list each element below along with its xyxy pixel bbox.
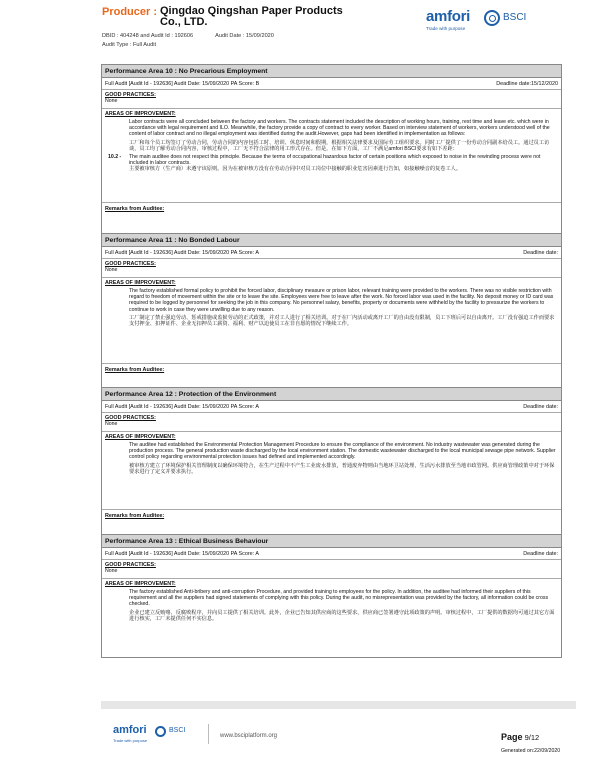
- areas-of-improvement: AREAS OF IMPROVEMENT: Labor contracts were all concluded between the factory and workers. The contracts statement included the description of working hours, training, rest time and leave etc. which were in accordance with legal requirement and ILO. Meanwhile, the factory provide a copy of contract to every worker. Based on interview statement of workers, workers understood well of the content of labor contract and no illegal employment was identified during the audit.However, gaps had been identified in implementation as follows: 工厂和每个员工均签订了劳动合同，劳动合同的内容包括工时、培训、休息时间和假期，根据相关法律要求及国际劳工组织要求。同时工厂提供了一份劳动合同副本给员工。通过员工访谈，员工均了解劳动合同内容，审核过程中，工厂无不符合法律的用工形式存在。但是，在如下方面，工厂不满足amfori BSCI要求有如下差距： 10.2 - The main auditee does not respect this principle. Because the terms of occupational hazardous factor of certain positions which exposed to noise in the rewinding process were not included in labor contracts. 主要被审核方（生产商）未遵守该原则。因为在被审核方没有在劳动合同中对员工岗位中接触的职业危害因素进行告知，如接触噪音的复卷工人。: [102, 109, 561, 203]
- improvement-text-en: The factory established formal policy to prohibit the forced labor, disciplinary measure or prison labor, relevant training were provided to the workers. There was no visible restriction with regard to freedom of movement within the site or to leave the site. Employees were free to leave after the work. No forced labor was used in the facility. No deposit money or ID card was required to be logged by personnel for seeking the job in this company. No personnel salary, benefits, property or documents were withheld by the facility to pressurize the workers to continue to work in case they were unwilling due to any reason.: [129, 288, 554, 313]
- producer-label: Producer :: [102, 6, 158, 18]
- audit-type: Audit Type : Full Audit: [102, 42, 157, 48]
- good-practices: GOOD PRACTICES: None: [102, 413, 561, 432]
- areas-of-improvement: AREAS OF IMPROVEMENT: The factory established formal policy to prohibit the forced labor, disciplinary measure or prison labor, relevant training were provided to the workers. There was no visible restriction with regard to freedom of movement within the site or to leave the site. Employees were free to leave after the work. No forced labor was used in the facility. No deposit money or ID card was required to be logged by personnel for seeking the job in this company. No personnel salary, benefits, property or documents were withheld by the facility to pressurize the workers to continue to work in case they were unwilling due to any reason. 工厂制定了禁止强迫劳动、惩戒措施或监狱劳动的正式政策，并对工人进行了相关培训。对于在厂内活动或离开工厂的自由没有限制，员工下班后可以自由离开。工厂没有强迫工作而要求支付押金、扣押证件、企业无扣押员工薪资、福利、财产以迫使员工在非自愿的情况下继续工作。: [102, 278, 561, 364]
- remarks-from-auditee: Remarks from Auditee:: [105, 206, 165, 212]
- good-practices: GOOD PRACTICES: None: [102, 259, 561, 278]
- section-title: Performance Area 11 : No Bonded Labour: [102, 234, 561, 247]
- finding-item: 10.2 - The main auditee does not respect this principle. Because the terms of occupational hazardous factor of certain positions which exposed to noise in the rewinding process were not included in labor contracts. 主要被审核方（生产商）未遵守该原则。因为在被审核方没有在劳动合同中对员工岗位中接触的职业危害因素进行告知，如接触噪音的复卷工人。: [108, 154, 541, 173]
- generated-date: Generated on:22/09/2020: [501, 748, 561, 754]
- section-title: Performance Area 12 : Protection of the Environment: [102, 388, 561, 401]
- footer-amfori-logo: amfori BSCI Trade with purpose: [113, 724, 186, 743]
- deadline-date: Deadline date:: [523, 404, 558, 410]
- audit-line: Full Audit [Audit Id - 192636] Audit Date: 15/09/2020 PA Score: B Deadline date:15/12/2020: [102, 78, 561, 90]
- producer-name: Qingdao Qingshan Paper Products Co., LTD.: [160, 5, 343, 28]
- improvement-text-en: Labor contracts were all concluded between the factory and workers. The contracts statement included the description of working hours, training, rest time and leave etc. which were in accordance with legal requirement and ILO. Meanwhile, the factory provide a copy of contract to every worker. Based on interview statement of workers, workers understood well of the content of labor contract and no illegal employment was identified during the audit.However, gaps had been identified in implementation as follows:: [129, 119, 550, 138]
- report-header: [102, 6, 572, 50]
- section-title: Performance Area 13 : Ethical Business Behaviour: [102, 535, 561, 548]
- footer-divider: [208, 724, 209, 744]
- deadline-date: Deadline date:15/12/2020: [496, 81, 558, 87]
- audit-line: Full Audit [Audit Id - 192636] Audit Date: 15/09/2020 PA Score: A Deadline date:: [102, 401, 561, 413]
- platform-url[interactable]: www.bsciplatform.org: [220, 733, 278, 739]
- amfori-bsci-logo: amfori BSCI Trade with purpose: [426, 8, 527, 31]
- good-practices: GOOD PRACTICES: None: [102, 560, 561, 579]
- amfori-ring-icon: [484, 10, 500, 26]
- performance-area-12: [102, 387, 561, 521]
- improvement-text-cn: 工厂制定了禁止强迫劳动、惩戒措施或监狱劳动的正式政策，并对工人进行了相关培训。对于在厂内活动或离开工厂的自由没有限制，员工下班后可以自由离开。工厂没有强迫工作而要求支付押金、扣押证件、企业无扣押员工薪资、福利、财产以迫使员工在非自愿的情况下继续工作。: [129, 314, 555, 328]
- improvement-text-cn: 企业已建立反贿赂、反腐败程序，并向员工提供了相关培训。此外，企业已告知其供应商的这些要求，供应商已签署遵守此项政策的声明。审核过程中，工厂提供的数据均可通过其它方面进行核实，工厂未提供任何不实信息。: [129, 609, 555, 622]
- audit-line: Full Audit [Audit Id - 192636] Audit Date: 15/09/2020 PA Score: A Deadline date:: [102, 548, 561, 560]
- page-number: Page 9/12: [501, 732, 540, 742]
- improvement-text-en: The auditee had established the Environmental Protection Management Procedure to ensure the compliance of the environment. No industry wastewater was generated during the production process. The general production waste discharged by the local environment station. The domestic wastewater discharged to the local municipal sewage pipe network. Supplier control policy regarding environmental protection issues had defined and implemented accordingly.: [129, 442, 556, 461]
- good-practices: GOOD PRACTICES: None: [102, 90, 561, 109]
- performance-area-10: [102, 65, 561, 214]
- section-title: Performance Area 10 : No Precarious Employment: [102, 65, 561, 78]
- audit-ids: DBID : 404248 and Audit Id : 192606 Audit Date : 15/09/2020: [102, 33, 274, 39]
- deadline-date: Deadline date:: [523, 551, 558, 557]
- deadline-date: Deadline date:: [523, 250, 558, 256]
- footer-bar: [101, 701, 576, 709]
- areas-of-improvement: AREAS OF IMPROVEMENT: The factory established Anti-bribery and anti-corruption Procedure, and provided training to employees for the policy. In addition, the auditee had informed their suppliers of this requirement and all the suppliers had signed statements of complying with this policy. During the audit, no misrepresentation was provided by the factory, all information could be cross checked. 企业已建立反贿赂、反腐败程序，并向员工提供了相关培训。此外，企业已告知其供应商的这些要求，供应商已签署遵守此项政策的声明。审核过程中，工厂提供的数据均可通过其它方面进行核实，工厂未提供任何不实信息。: [102, 579, 561, 651]
- remarks-from-auditee: Remarks from Auditee:: [105, 367, 165, 373]
- areas-of-improvement: AREAS OF IMPROVEMENT: The auditee had established the Environmental Protection Management Procedure to ensure the compliance of the environment. No industry wastewater was generated during the production process. The general production waste discharged by the local environment station. The domestic wastewater discharged to the local municipal sewage pipe network. Supplier control policy regarding environmental protection issues had defined and implemented accordingly. 被审核方建立了环境保护相关管理制度以确保环境符合，在生产过程中不产生工业废水排放，普通废弃物则由当地环卫站处理，生活污水排放至当地市政管网。供应商管理政策中对于环保要求进行了定义并要求执行。: [102, 432, 561, 510]
- amfori-ring-icon: [155, 726, 166, 737]
- improvement-text-cn: 被审核方建立了环境保护相关管理制度以确保环境符合，在生产过程中不产生工业废水排放，普通废弃物则由当地环卫站处理，生活污水排放至当地市政管网。供应商管理政策中对于环保要求进行了定义并要求执行。: [129, 462, 555, 475]
- audit-line: Full Audit [Audit Id - 192636] Audit Date: 15/09/2020 PA Score: A Deadline date:: [102, 247, 561, 259]
- performance-area-13: [102, 534, 561, 651]
- improvement-text-en: The factory established Anti-bribery and anti-corruption Procedure, and provided training to employees for the policy. In addition, the auditee had informed their suppliers of this requirement and all the suppliers had signed statements of complying with this policy. During the audit, no misrepresentation was provided by the factory, all information could be cross checked.: [129, 589, 549, 608]
- improvement-text-cn: 工厂和每个员工均签订了劳动合同，劳动合同的内容包括工时、培训、休息时间和假期，根据相关法律要求及国际劳工组织要求。同时工厂提供了一份劳动合同副本给员工。通过员工访谈，员工均了解劳动合同内容，审核过程中，工厂无不符合法律的用工形式存在。但是，在如下方面，工厂不满足amfori BSCI要求有如下差距：: [129, 139, 550, 152]
- performance-area-11: [102, 233, 561, 375]
- report-content: [101, 64, 562, 658]
- remarks-from-auditee: Remarks from Auditee:: [105, 513, 165, 519]
